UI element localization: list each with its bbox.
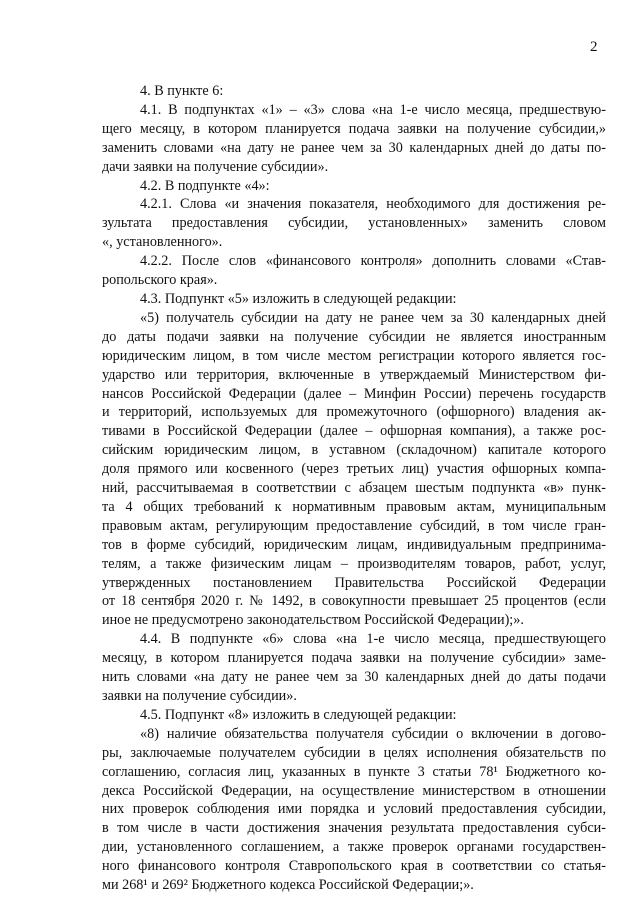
text-line: ропольского края».: [102, 272, 218, 289]
text-line: ры, заключаемые получателем субсидии в целях исполнения обязательств по: [102, 744, 606, 761]
text-line: нить словами «на дату не ранее чем за 30 календарных дней до даты подачи: [102, 669, 606, 686]
text-line: щего месяцу, в котором планируется подача заявки на получение субсидии,»: [102, 120, 606, 137]
text-line: доля прямого или косвенного (через третьих лиц) участия офшорных компа-: [102, 461, 606, 478]
text-line: заменить словами «на дату не ранее чем за 30 календарных дней до даты по-: [102, 139, 606, 156]
text-line: тов в форме субсидий, юридическим лицам, индивидуальным предпринима-: [102, 536, 606, 553]
paragraph-4-1: [102, 101, 606, 177]
paragraph-4-2: [102, 177, 606, 196]
text-line: декса Российской Федерации, на осуществление министерством в отношении: [102, 782, 606, 799]
text-line: иное не предусмотрено законодательством Российской Федерации);».: [102, 612, 524, 629]
text-line: в том числе в части достижения значения результата предоставления субси-: [102, 820, 606, 837]
text-line: 4.4. В подпункте «6» слова «на 1-е число месяца, предшествующего: [140, 631, 606, 648]
text-line: 4.2.2. После слов «финансового контроля» дополнить словами «Став-: [140, 253, 606, 270]
paragraph-4-4: [102, 630, 606, 706]
text-line: 4.1. В подпунктах «1» – «3» слова «на 1-е число месяца, предшествую-: [140, 101, 606, 118]
paragraph-4-5: [102, 706, 606, 725]
text-line: 4. В пункте 6:: [140, 83, 224, 99]
paragraph-4-2-2: [102, 252, 606, 290]
text-line: месяцу, в котором планируется подача заявки на получение субсидии» заме-: [102, 650, 606, 667]
text-line: дачи заявки на получение субсидии».: [102, 158, 329, 175]
paragraph-subparagraph-8-text: [102, 725, 606, 895]
text-line: 4.2. В подпункте «4»:: [140, 177, 270, 194]
text-line: телям, а также физическим лицам – производителям товаров, работ, услуг,: [102, 555, 606, 572]
text-line: заявки на получение субсидии».: [102, 688, 297, 704]
text-line: «5) получатель субсидии на дату не ранее чем за 30 календарных дней: [140, 309, 606, 326]
text-line: и территорий, используемых для промежуточного (офшорного) владения ак-: [102, 404, 606, 421]
paragraph-subparagraph-5-text: [102, 309, 606, 630]
text-line: них проверок соблюдения ими порядка и условий предоставления субсидии,: [102, 801, 606, 818]
text-line: соглашению, согласия лиц, указанных в пункте 3 статьи 78¹ Бюджетного ко-: [102, 763, 606, 780]
text-line: 4.2.1. Слова «и значения показателя, необходимого для достижения ре-: [140, 196, 606, 213]
text-line: до даты подачи заявки на получение субсидии не является иностранным: [102, 328, 606, 345]
text-line: ми 268¹ и 269² Бюджетного кодекса Российской Федерации;».: [102, 877, 474, 894]
text-line: та 4 общих требований к нормативным правовым актам, муниципальным: [102, 498, 606, 515]
text-line: ного финансового контроля Ставропольского края в соответствии со статья-: [102, 858, 606, 875]
paragraph-4-3: [102, 290, 606, 309]
text-line: ударство или территория, включенные в утверждаемый Министерством фи-: [102, 366, 606, 383]
text-line: утвержденных постановлением Правительства Российской Федерации: [102, 574, 606, 591]
paragraph-4-2-1: [102, 195, 606, 252]
text-line: ний, рассчитываемая в соответствии с абзацем шестым подпункта «в» пунк-: [102, 480, 606, 497]
text-line: зультата предоставления субсидии, установленных» заменить словом: [102, 215, 606, 232]
text-line: «8) наличие обязательства получателя субсидии о включении в догово-: [140, 725, 606, 742]
paragraph-4: [102, 82, 606, 101]
text-line: сийским юридическим лицом, в уставном (складочном) капитале которого: [102, 442, 606, 459]
text-line: 4.3. Подпункт «5» изложить в следующей редакции:: [140, 290, 457, 307]
text-line: нансов Российской Федерации (далее – Минфин России) перечень государств: [102, 385, 606, 402]
text-line: дии, установленного соглашением, а также проверок органами государствен-: [102, 839, 606, 856]
document-body: [102, 82, 606, 895]
text-line: правовым актам, регулирующим предоставление субсидий, в том числе гран-: [102, 517, 606, 534]
text-line: тивами в Российской Федерации (далее – офшорная компания), а также рос-: [102, 423, 606, 440]
page-number: 2: [590, 39, 598, 55]
text-line: юридическим лицом, в том числе местом регистрации которого является гос-: [102, 347, 606, 364]
text-line: от 18 сентября 2020 г. № 1492, в совокупности превышает 25 процентов (если: [102, 593, 606, 610]
text-line: «, установленного».: [102, 234, 223, 251]
text-line: 4.5. Подпункт «8» изложить в следующей редакции:: [140, 706, 457, 723]
